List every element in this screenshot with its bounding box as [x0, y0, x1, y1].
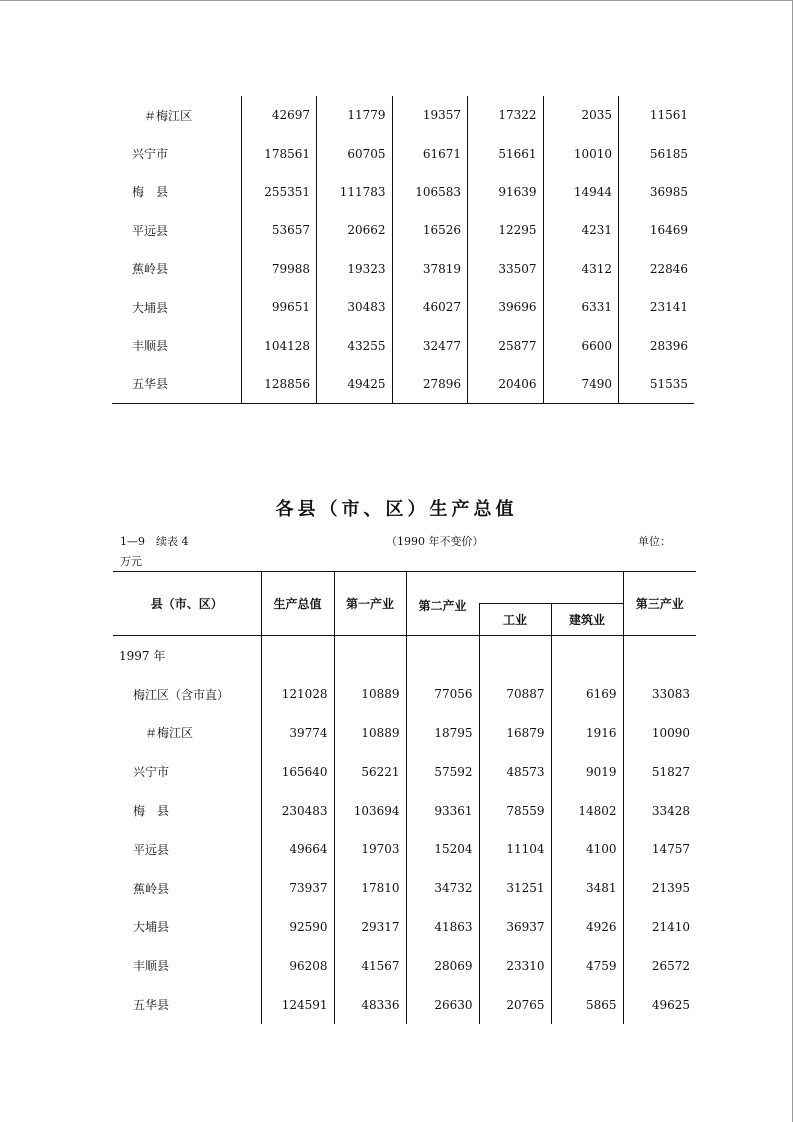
industry-value: 33507 — [468, 250, 544, 288]
construction-value: 5865 — [551, 985, 623, 1024]
secondary-value: 106583 — [392, 173, 468, 211]
construction-value: 10010 — [543, 134, 619, 172]
tertiary-value: 51827 — [623, 752, 696, 791]
empty-cell — [406, 636, 479, 675]
page-title: 各县（市、区）生产总值 — [275, 499, 518, 520]
table-row — [113, 908, 696, 947]
gdp-value: 79988 — [241, 250, 317, 288]
tertiary-value: 23141 — [619, 288, 695, 326]
county-name: 丰顺县 — [132, 339, 169, 354]
primary-value: 43255 — [317, 326, 393, 364]
header-secondary-blank — [479, 572, 623, 604]
unit-label: 单位： — [638, 535, 671, 548]
county-name: 梅 县 — [133, 804, 170, 819]
header-gdp: 生产总值 — [261, 572, 334, 636]
header-secondary: 第二产业 — [406, 572, 479, 636]
construction-value: 3481 — [551, 869, 623, 908]
gdp-value: 39774 — [261, 714, 334, 753]
header-county: 县（市、区） — [113, 572, 261, 636]
secondary-value: 15204 — [406, 830, 479, 869]
county-name: 平远县 — [133, 842, 170, 857]
primary-value: 20662 — [317, 211, 393, 249]
primary-value: 56221 — [334, 752, 406, 791]
industry-value: 70887 — [479, 675, 551, 714]
gdp-value: 73937 — [261, 869, 334, 908]
price-basis: （1990 年不变价） — [386, 535, 484, 548]
empty-cell — [551, 636, 623, 675]
industry-value: 91639 — [468, 173, 544, 211]
construction-value: 7490 — [543, 365, 619, 403]
secondary-value: 27896 — [392, 365, 468, 403]
primary-value: 111783 — [317, 173, 393, 211]
gdp-value: 128856 — [241, 365, 317, 403]
secondary-value: 18795 — [406, 714, 479, 753]
header-primary: 第一产业 — [334, 572, 406, 636]
tertiary-value: 16469 — [619, 211, 695, 249]
secondary-value: 77056 — [406, 675, 479, 714]
industry-value: 25877 — [468, 326, 544, 364]
primary-value: 30483 — [317, 288, 393, 326]
tertiary-value: 21410 — [623, 908, 696, 947]
secondary-value: 28069 — [406, 946, 479, 985]
table-row — [113, 985, 696, 1024]
industry-value: 11104 — [479, 830, 551, 869]
tertiary-value: 36985 — [619, 173, 695, 211]
industry-value: 31251 — [479, 869, 551, 908]
header-industry: 工业 — [479, 604, 551, 636]
table-row — [112, 250, 694, 288]
table-row — [113, 791, 696, 830]
table-row — [112, 365, 694, 403]
gdp-value: 49664 — [261, 830, 334, 869]
secondary-value: 57592 — [406, 752, 479, 791]
secondary-value: 41863 — [406, 908, 479, 947]
tertiary-value: 33428 — [623, 791, 696, 830]
secondary-value: 32477 — [392, 326, 468, 364]
secondary-value: 16526 — [392, 211, 468, 249]
primary-value: 19323 — [317, 250, 393, 288]
primary-value: 19703 — [334, 830, 406, 869]
secondary-value: 26630 — [406, 985, 479, 1024]
secondary-value: 61671 — [392, 134, 468, 172]
tertiary-value: 10090 — [623, 714, 696, 753]
county-name: 兴宁市 — [132, 147, 169, 162]
county-name: 大埔县 — [132, 300, 169, 315]
primary-value: 11779 — [317, 96, 393, 134]
primary-value: 17810 — [334, 869, 406, 908]
secondary-value: 46027 — [392, 288, 468, 326]
tertiary-value: 22846 — [619, 250, 695, 288]
county-name: 丰顺县 — [133, 959, 170, 974]
gdp-value: 53657 — [241, 211, 317, 249]
construction-value: 2035 — [543, 96, 619, 134]
county-name: 五华县 — [112, 365, 241, 403]
construction-value: 4759 — [551, 946, 623, 985]
gdp-value: 42697 — [241, 96, 317, 134]
year-label: 1997 年 — [119, 648, 166, 663]
gdp-value: 230483 — [261, 791, 334, 830]
primary-value: 49425 — [317, 365, 393, 403]
header-tertiary: 第三产业 — [623, 572, 696, 636]
county-name: 蕉岭县 — [133, 881, 170, 896]
table-row — [113, 752, 696, 791]
table-row — [112, 96, 694, 134]
primary-value: 41567 — [334, 946, 406, 985]
table-row — [113, 830, 696, 869]
construction-value: 14944 — [543, 173, 619, 211]
construction-value: 14802 — [551, 791, 623, 830]
primary-value: 29317 — [334, 908, 406, 947]
construction-value: 9019 — [551, 752, 623, 791]
table-row — [112, 134, 694, 172]
tertiary-value: 26572 — [623, 946, 696, 985]
industry-value: 23310 — [479, 946, 551, 985]
header-row — [113, 572, 696, 604]
unit-value: 万元 — [120, 555, 142, 568]
gdp-value: 99651 — [241, 288, 317, 326]
tertiary-value: 14757 — [623, 830, 696, 869]
table-number: 1—9 续表 4 — [120, 535, 189, 548]
bottom-gdp-table — [113, 571, 696, 1024]
county-name: 梅 县 — [132, 185, 169, 200]
county-name: ＃梅江区 — [145, 726, 194, 741]
construction-value: 4231 — [543, 211, 619, 249]
gdp-value: 165640 — [261, 752, 334, 791]
table-row — [113, 675, 696, 714]
empty-cell — [261, 636, 334, 675]
primary-value: 48336 — [334, 985, 406, 1024]
gdp-value: 92590 — [261, 908, 334, 947]
tertiary-value: 51535 — [619, 365, 695, 403]
county-name: 大埔县 — [133, 920, 170, 935]
county-name: 五华县 — [133, 998, 170, 1013]
gdp-value: 178561 — [241, 134, 317, 172]
construction-value: 6169 — [551, 675, 623, 714]
gdp-value: 96208 — [261, 946, 334, 985]
table-row — [112, 326, 694, 364]
county-name: ＃梅江区 — [144, 108, 193, 123]
table-row — [113, 869, 696, 908]
top-gdp-table — [112, 96, 694, 404]
year-row — [113, 636, 696, 675]
construction-value: 6600 — [543, 326, 619, 364]
industry-value: 36937 — [479, 908, 551, 947]
table-row — [112, 211, 694, 249]
county-name: 梅江区（含市直） — [133, 687, 230, 702]
industry-value: 39696 — [468, 288, 544, 326]
tertiary-value: 33083 — [623, 675, 696, 714]
secondary-value: 34732 — [406, 869, 479, 908]
tertiary-value: 49625 — [623, 985, 696, 1024]
gdp-value: 121028 — [261, 675, 334, 714]
construction-value: 1916 — [551, 714, 623, 753]
industry-value: 48573 — [479, 752, 551, 791]
industry-value: 20765 — [479, 985, 551, 1024]
empty-cell — [334, 636, 406, 675]
county-name: 平远县 — [132, 223, 169, 238]
table-row — [113, 714, 696, 753]
primary-value: 103694 — [334, 791, 406, 830]
county-name: 兴宁市 — [133, 765, 170, 780]
construction-value: 4926 — [551, 908, 623, 947]
primary-value: 60705 — [317, 134, 393, 172]
county-name: 蕉岭县 — [132, 262, 169, 277]
industry-value: 17322 — [468, 96, 544, 134]
tertiary-value: 11561 — [619, 96, 695, 134]
industry-value: 12295 — [468, 211, 544, 249]
table-row — [112, 173, 694, 211]
construction-value: 4312 — [543, 250, 619, 288]
industry-value: 20406 — [468, 365, 544, 403]
gdp-value: 124591 — [261, 985, 334, 1024]
secondary-value: 19357 — [392, 96, 468, 134]
primary-value: 10889 — [334, 675, 406, 714]
header-construction: 建筑业 — [551, 604, 623, 636]
industry-value: 78559 — [479, 791, 551, 830]
construction-value: 4100 — [551, 830, 623, 869]
primary-value: 10889 — [334, 714, 406, 753]
tertiary-value: 21395 — [623, 869, 696, 908]
industry-value: 16879 — [479, 714, 551, 753]
table-row — [113, 946, 696, 985]
table-row — [112, 288, 694, 326]
secondary-value: 37819 — [392, 250, 468, 288]
gdp-value: 255351 — [241, 173, 317, 211]
construction-value: 6331 — [543, 288, 619, 326]
secondary-value: 93361 — [406, 791, 479, 830]
empty-cell — [623, 636, 696, 675]
tertiary-value: 28396 — [619, 326, 695, 364]
tertiary-value: 56185 — [619, 134, 695, 172]
gdp-value: 104128 — [241, 326, 317, 364]
empty-cell — [479, 636, 551, 675]
industry-value: 51661 — [468, 134, 544, 172]
